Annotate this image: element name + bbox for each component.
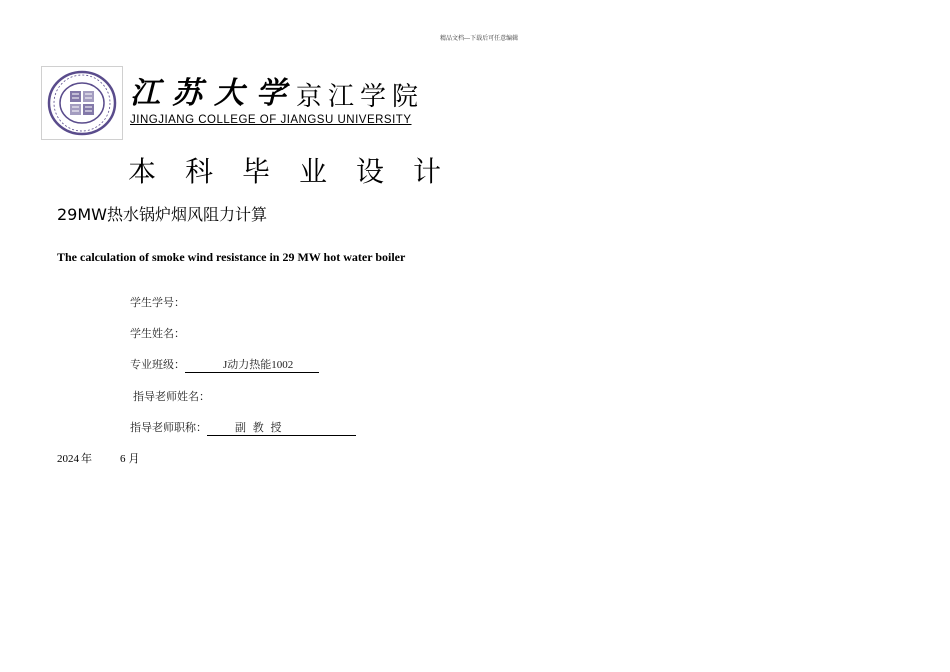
- student-name-field: [130, 325, 185, 341]
- school-seal-logo: [41, 66, 123, 140]
- advisor-name-label: 指导老师姓名：: [133, 391, 210, 403]
- class-value: J动力热能1002: [185, 359, 319, 373]
- school-name-part2: 京江学院: [296, 82, 425, 112]
- header-note: 精品文档---下载后可任意编辑: [440, 35, 519, 42]
- date-year: 2024: [57, 453, 79, 465]
- date-year-unit: 年: [81, 453, 92, 465]
- thesis-title-chinese: 29MW热水锅炉烟风阻力计算: [57, 205, 267, 224]
- student-id-field: [130, 294, 185, 310]
- class-label: 专业班级：: [130, 359, 185, 371]
- date-month-unit: 月: [128, 453, 140, 465]
- class-field: [130, 356, 319, 373]
- date-month: 6: [120, 453, 126, 465]
- document-type-heading: 本科毕业设计: [128, 155, 471, 188]
- student-id-label: 学生学号：: [130, 297, 185, 309]
- advisor-title-value: 副 教 授: [207, 422, 356, 436]
- submission-date: [57, 450, 140, 466]
- advisor-title-label: 指导老师职称：: [130, 422, 207, 434]
- student-name-label: 学生姓名：: [130, 328, 185, 340]
- thesis-title-english: The calculation of smoke wind resistance in 29 MW hot water boiler: [57, 250, 406, 264]
- school-name-english: JINGJIANG COLLEGE OF JIANGSU UNIVERSITY: [130, 114, 412, 126]
- advisor-name-field: [133, 388, 210, 404]
- school-seal-icon: [45, 69, 119, 137]
- school-name-part1: 江苏大学: [130, 76, 298, 111]
- advisor-title-field: [130, 419, 356, 436]
